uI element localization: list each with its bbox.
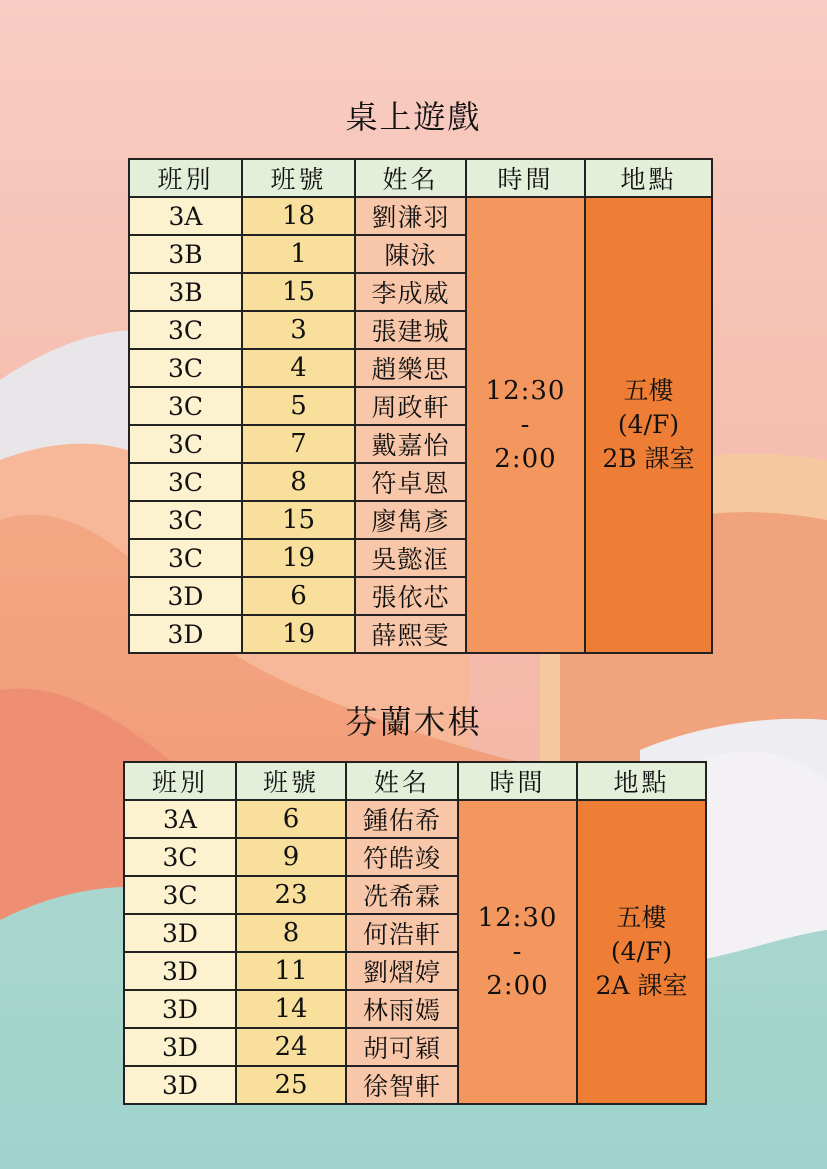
name-cell: 陳泳 xyxy=(355,235,466,273)
header-name: 姓名 xyxy=(355,159,466,197)
class-cell: 3C xyxy=(129,311,242,349)
number-cell: 19 xyxy=(242,539,355,577)
class-cell: 3C xyxy=(129,387,242,425)
class-cell: 3C xyxy=(129,425,242,463)
number-cell: 3 xyxy=(242,311,355,349)
name-cell: 劉熠婷 xyxy=(346,952,458,990)
number-cell: 15 xyxy=(242,501,355,539)
molkky-table xyxy=(123,761,707,1105)
header-location: 地點 xyxy=(577,762,706,800)
table-row xyxy=(124,800,706,838)
number-cell: 19 xyxy=(242,615,355,653)
name-cell: 徐智軒 xyxy=(346,1066,458,1104)
class-cell: 3C xyxy=(129,501,242,539)
class-cell: 3B xyxy=(129,235,242,273)
class-cell: 3B xyxy=(129,273,242,311)
header-class: 班別 xyxy=(129,159,242,197)
name-cell: 林雨嫣 xyxy=(346,990,458,1028)
header-number: 班號 xyxy=(242,159,355,197)
name-cell: 薛熙雯 xyxy=(355,615,466,653)
location-room: 2A 課室 xyxy=(595,971,688,1000)
number-cell: 6 xyxy=(242,577,355,615)
header-location: 地點 xyxy=(585,159,712,197)
time-end: 2:00 xyxy=(494,444,557,474)
time-separator: - xyxy=(520,410,531,440)
name-cell: 符皓竣 xyxy=(346,838,458,876)
number-cell: 5 xyxy=(242,387,355,425)
header-time: 時間 xyxy=(458,762,577,800)
table-row xyxy=(129,197,712,235)
number-cell: 11 xyxy=(236,952,346,990)
number-cell: 8 xyxy=(242,463,355,501)
number-cell: 18 xyxy=(242,197,355,235)
name-cell: 何浩軒 xyxy=(346,914,458,952)
class-cell: 3C xyxy=(124,876,236,914)
time-end: 2:00 xyxy=(486,971,549,1001)
location-floor: 五樓 xyxy=(623,376,674,405)
number-cell: 23 xyxy=(236,876,346,914)
time-separator: - xyxy=(512,937,523,967)
number-cell: 15 xyxy=(242,273,355,311)
class-cell: 3D xyxy=(124,1028,236,1066)
time-start: 12:30 xyxy=(477,903,558,933)
class-cell: 3C xyxy=(129,539,242,577)
name-cell: 吳懿洭 xyxy=(355,539,466,577)
section-title-board-games: 桌上遊戲 xyxy=(345,98,482,136)
location-floor-en: (4/F) xyxy=(617,410,680,439)
number-cell: 25 xyxy=(236,1066,346,1104)
name-cell: 符卓恩 xyxy=(355,463,466,501)
class-cell: 3D xyxy=(129,615,242,653)
name-cell: 冼希霖 xyxy=(346,876,458,914)
header-time: 時間 xyxy=(466,159,585,197)
name-cell: 劉溓羽 xyxy=(355,197,466,235)
number-cell: 24 xyxy=(236,1028,346,1066)
name-cell: 趙樂思 xyxy=(355,349,466,387)
time-cell xyxy=(466,197,585,653)
class-cell: 3C xyxy=(124,838,236,876)
name-cell: 張建城 xyxy=(355,311,466,349)
number-cell: 8 xyxy=(236,914,346,952)
name-cell: 張依芯 xyxy=(355,577,466,615)
name-cell: 廖雋彥 xyxy=(355,501,466,539)
location-floor-en: (4/F) xyxy=(610,937,673,966)
class-cell: 3D xyxy=(129,577,242,615)
header-name: 姓名 xyxy=(346,762,458,800)
class-cell: 3A xyxy=(129,197,242,235)
name-cell: 李成威 xyxy=(355,273,466,311)
time-start: 12:30 xyxy=(485,376,566,406)
name-cell: 戴嘉怡 xyxy=(355,425,466,463)
header-number: 班號 xyxy=(236,762,346,800)
number-cell: 4 xyxy=(242,349,355,387)
name-cell: 鍾佑希 xyxy=(346,800,458,838)
location-cell xyxy=(577,800,706,1104)
location-room: 2B 課室 xyxy=(602,444,695,473)
class-cell: 3D xyxy=(124,1066,236,1104)
time-cell xyxy=(458,800,577,1104)
class-cell: 3D xyxy=(124,952,236,990)
class-cell: 3C xyxy=(129,463,242,501)
location-floor: 五樓 xyxy=(616,903,667,932)
location-cell xyxy=(585,197,712,653)
board-games-table xyxy=(128,158,713,654)
name-cell: 周政軒 xyxy=(355,387,466,425)
class-cell: 3A xyxy=(124,800,236,838)
number-cell: 6 xyxy=(236,800,346,838)
number-cell: 9 xyxy=(236,838,346,876)
section-title-molkky: 芬蘭木棋 xyxy=(345,703,482,741)
number-cell: 1 xyxy=(242,235,355,273)
number-cell: 14 xyxy=(236,990,346,1028)
class-cell: 3D xyxy=(124,990,236,1028)
class-cell: 3D xyxy=(124,914,236,952)
header-class: 班別 xyxy=(124,762,236,800)
class-cell: 3C xyxy=(129,349,242,387)
number-cell: 7 xyxy=(242,425,355,463)
name-cell: 胡可穎 xyxy=(346,1028,458,1066)
